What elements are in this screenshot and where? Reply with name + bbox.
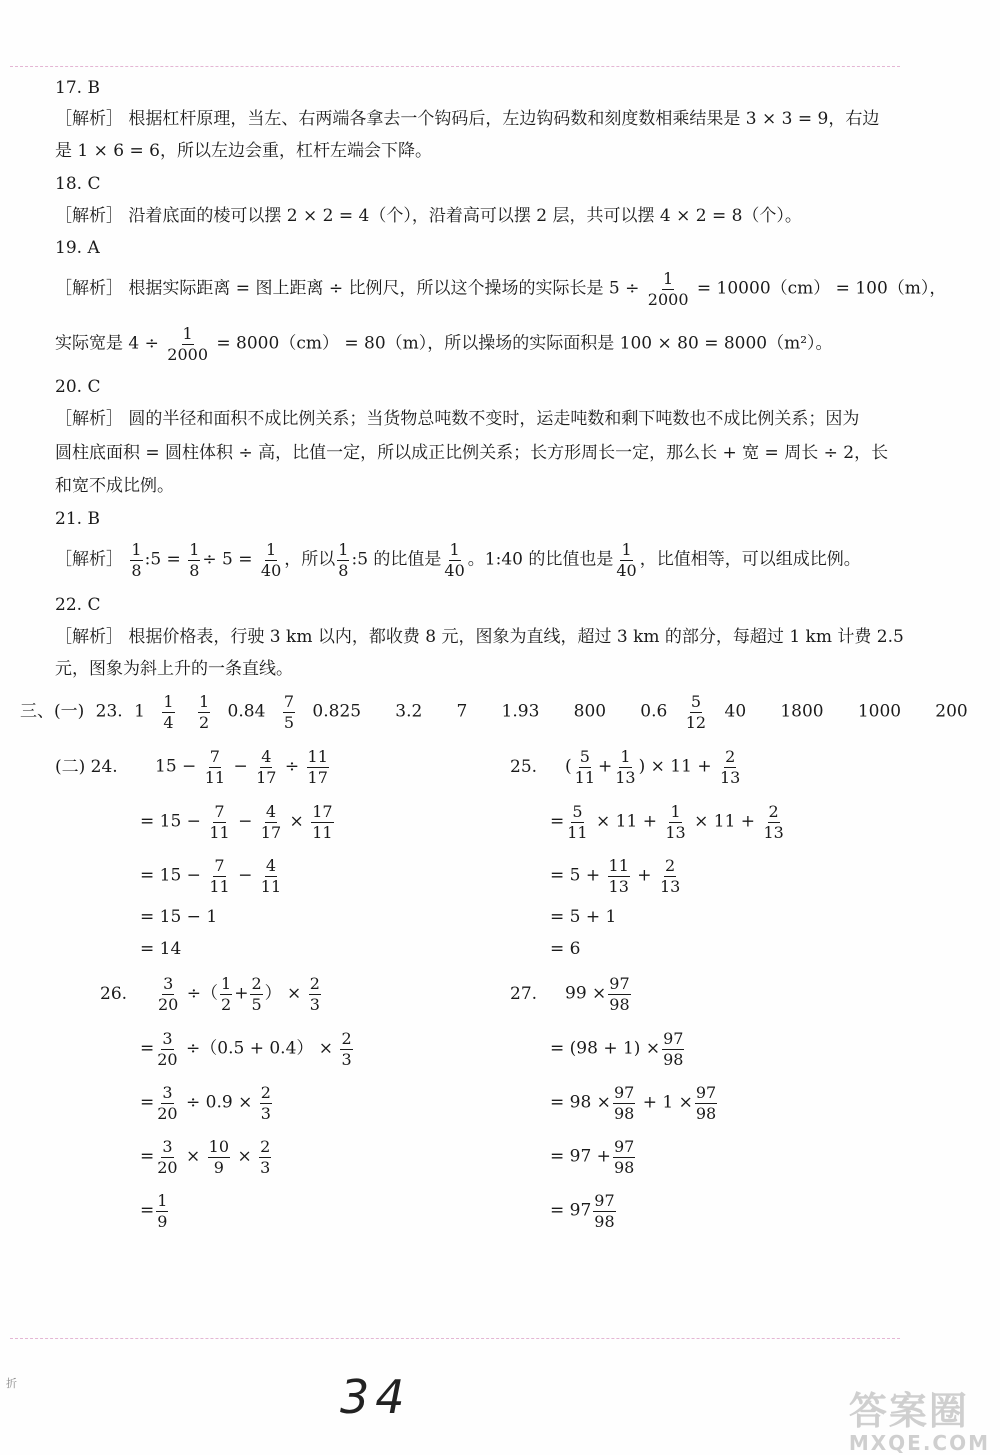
fraction: $\frac{1}{13}$ xyxy=(665,802,686,842)
fraction: $\frac{2}{13}$ xyxy=(763,802,784,842)
fraction: $\frac{1}{2000}$ xyxy=(167,324,208,364)
q20-line1: ［解析］ 圆的半径和面积不成比例关系；当货物总吨数不变时，运走吨数和剩下吨数也不成比例关系；因为 xyxy=(55,409,860,429)
fraction: $\frac{7}{11}$ xyxy=(204,747,226,787)
fold-mark: 折 xyxy=(6,1377,17,1390)
top-rule xyxy=(10,66,900,67)
q19-head: 19. A xyxy=(55,238,100,258)
q18-line1: ［解析］ 沿着底面的棱可以摆 2 × 2 = 4（个），沿着高可以摆 2 层，共可以摆 4 × 2 = 8（个）。 xyxy=(55,206,802,226)
q18-head: 18. C xyxy=(55,174,101,194)
fraction: $\frac{97}{98}$ xyxy=(613,1083,635,1123)
q21-text: :5 的比值是 xyxy=(351,549,442,570)
q19-line2-b: = 8000（cm） = 80（m），所以操场的实际面积是 100 × 80 = 8000（m²）。 xyxy=(216,333,833,354)
fraction: $\frac{3}{20}$ xyxy=(157,1083,178,1123)
q21-head: 21. B xyxy=(55,509,100,529)
q27-step4: = 97 + $\frac{97}{98}$ xyxy=(550,1137,635,1177)
q19-line1-a: ［解析］ 根据实际距离 = 图上距离 ÷ 比例尺，所以这个操场的实际长是 5 ÷ xyxy=(55,278,640,299)
fraction: $\frac{2}{13}$ xyxy=(659,856,681,896)
fraction: $\frac{7}{11}$ xyxy=(209,802,230,842)
fraction: $\frac{2}{3}$ xyxy=(260,1083,271,1123)
q26-label: 26. xyxy=(100,984,128,1004)
fraction: $\frac{5}{11}$ xyxy=(567,802,588,842)
fraction: $\frac{4}{17}$ xyxy=(260,802,282,842)
q22-line2: 元，图象为斜上升的一条直线。 xyxy=(55,659,293,679)
fraction: $\frac{97}{98}$ xyxy=(663,1029,684,1069)
q27-label: 27. xyxy=(510,984,538,1004)
fraction: $\frac{1}{9}$ xyxy=(157,1191,168,1231)
q27-step2: = (98 + 1) × $\frac{97}{98}$ xyxy=(550,1029,684,1069)
q25-step4: = 5 + 1 xyxy=(550,907,617,927)
fraction: $\frac{3}{20}$ xyxy=(157,1029,178,1069)
q17-head: 17. B xyxy=(55,78,100,98)
q24-step2: = 15 − $\frac{7}{11}$ − $\frac{4}{17}$ × $\frac{17}{11}$ xyxy=(140,802,333,842)
fraction: $\frac{17}{11}$ xyxy=(312,802,333,842)
fraction: $\frac{1}{2}$ xyxy=(221,974,232,1014)
q26-step4: = $\frac{3}{20}$ × $\frac{10}{9}$ × $\frac{2}{3}$ xyxy=(140,1137,271,1177)
answer: 0.84 xyxy=(227,701,266,722)
answer: 1 xyxy=(134,701,145,722)
q21-text: ÷ 5 = xyxy=(202,549,253,570)
fraction: $\frac{5}{11}$ xyxy=(574,747,595,787)
q24-label: (二) 24. xyxy=(55,757,118,777)
q23-answers xyxy=(20,693,968,731)
fraction: $\frac{1}{40}$ xyxy=(616,540,637,580)
fraction: $\frac{11}{17}$ xyxy=(307,747,328,787)
fraction: $\frac{1}{2}$ xyxy=(198,692,210,732)
fraction: $\frac{1}{8}$ xyxy=(338,540,349,580)
q19-line1 xyxy=(55,270,946,308)
q27-step1: 99 × $\frac{97}{98}$ xyxy=(565,974,630,1014)
q19-line2-a: 实际宽是 4 ÷ xyxy=(55,333,159,354)
q27-step5: = 97 $\frac{97}{98}$ xyxy=(550,1191,615,1231)
q21-text: ，所以 xyxy=(284,549,336,570)
q24-step3: = 15 − $\frac{7}{11}$ − $\frac{4}{11}$ xyxy=(140,856,282,896)
fraction: $\frac{1}{2000}$ xyxy=(647,269,689,309)
q17-line1: ［解析］ 根据杠杆原理，当左、右两端各拿去一个钩码后，左边钩码数和刻度数相乘结果是 3 × 3 = 9，右边 xyxy=(55,109,880,129)
q23-label: 三、(一) 23. xyxy=(20,701,123,722)
page-number: 34 xyxy=(340,1370,411,1424)
q25-step5: = 6 xyxy=(550,939,581,959)
q22-line1: ［解析］ 根据价格表，行驶 3 km 以内，都收费 8 元，图象为直线，超过 3 km 的部分，每超过 1 km 计费 2.5 xyxy=(55,627,904,647)
q21-prefix: ［解析］ xyxy=(55,549,123,570)
fraction: $\frac{7}{11}$ xyxy=(209,856,230,896)
q26-step3: = $\frac{3}{20}$ ÷ 0.9 × $\frac{2}{3}$ xyxy=(140,1083,271,1123)
fraction: $\frac{97}{98}$ xyxy=(695,1083,717,1123)
fraction: $\frac{4}{11}$ xyxy=(260,856,282,896)
fraction: $\frac{3}{20}$ xyxy=(157,1137,178,1177)
fraction: $\frac{5}{12}$ xyxy=(685,692,707,732)
fraction: $\frac{2}{13}$ xyxy=(719,747,741,787)
fraction: $\frac{97}{98}$ xyxy=(609,974,630,1014)
q26-step1: $\frac{3}{20}$ ÷（ $\frac{1}{2}$ + $\frac{2}{5}$ ） × $\frac{2}{3}$ xyxy=(158,974,320,1014)
fraction: $\frac{97}{98}$ xyxy=(594,1191,615,1231)
fraction: $\frac{1}{8}$ xyxy=(131,540,142,580)
q21-text: :5 = xyxy=(144,549,181,570)
fraction: $\frac{1}{4}$ xyxy=(163,692,174,732)
q20-head: 20. C xyxy=(55,377,101,397)
q21-line1 xyxy=(55,541,861,579)
fraction: $\frac{2}{3}$ xyxy=(260,1137,271,1177)
q25-step3: = 5 + $\frac{11}{13}$ + $\frac{2}{13}$ xyxy=(550,856,681,896)
fraction: $\frac{97}{98}$ xyxy=(613,1137,635,1177)
fraction: $\frac{4}{17}$ xyxy=(256,747,277,787)
q20-line2: 圆柱底面积 = 圆柱体积 ÷ 高，比值一定，所以成正比例关系；长方形周长一定，那么长 + 宽 = 周长 ÷ 2，长 xyxy=(55,443,889,463)
q27-step3: = 98 × $\frac{97}{98}$ + 1 × $\frac{97}{98}$ xyxy=(550,1083,717,1123)
fraction: $\frac{1}{40}$ xyxy=(444,540,465,580)
fraction: $\frac{1}{8}$ xyxy=(189,540,200,580)
fraction: $\frac{2}{3}$ xyxy=(341,1029,352,1069)
fraction: $\frac{2}{3}$ xyxy=(309,974,320,1014)
answer: 0.825 3.2 7 1.93 800 0.6 xyxy=(312,701,668,722)
q20-line3: 和宽不成比例。 xyxy=(55,476,174,496)
q19-line2 xyxy=(55,325,833,363)
fraction: $\frac{3}{20}$ xyxy=(158,974,179,1014)
q24-step1: 15 − $\frac{7}{11}$ − $\frac{4}{17}$ ÷ $\frac{11}{17}$ xyxy=(155,747,328,787)
fraction: $\frac{2}{5}$ xyxy=(251,974,262,1014)
q21-text: ，比值相等，可以组成比例。 xyxy=(639,549,861,570)
fraction: $\frac{1}{40}$ xyxy=(260,540,282,580)
q26-step5: = $\frac{1}{9}$ xyxy=(140,1191,168,1231)
q25-step2: = $\frac{5}{11}$ × 11 + $\frac{1}{13}$ × 11 + $\frac{2}{13}$ xyxy=(550,802,784,842)
fraction: $\frac{1}{13}$ xyxy=(615,747,636,787)
q17-line2: 是 1 × 6 = 6，所以左边会重，杠杆左端会下降。 xyxy=(55,141,432,161)
fraction: $\frac{10}{9}$ xyxy=(208,1137,230,1177)
watermark-logo: 答案圈 MXQE.COM xyxy=(848,1389,990,1455)
bottom-rule xyxy=(10,1338,900,1339)
q19-line1-b: = 10000（cm） = 100（m）， xyxy=(696,278,947,299)
q21-text: 。1:40 的比值也是 xyxy=(467,549,614,570)
q24-step5: = 14 xyxy=(140,939,182,959)
answer: 40 1800 1000 200 xyxy=(724,701,968,722)
q25-step1: ( $\frac{5}{11}$ + $\frac{1}{13}$ ) × 11 + $\frac{2}{13}$ xyxy=(565,747,741,787)
q25-label: 25. xyxy=(510,757,538,777)
fraction: $\frac{7}{5}$ xyxy=(283,692,294,732)
fraction: $\frac{11}{13}$ xyxy=(608,856,629,896)
q22-head: 22. C xyxy=(55,595,101,615)
q26-step2: = $\frac{3}{20}$ ÷（0.5 + 0.4） × $\frac{2}{3}$ xyxy=(140,1029,352,1069)
q24-step4: = 15 − 1 xyxy=(140,907,218,927)
